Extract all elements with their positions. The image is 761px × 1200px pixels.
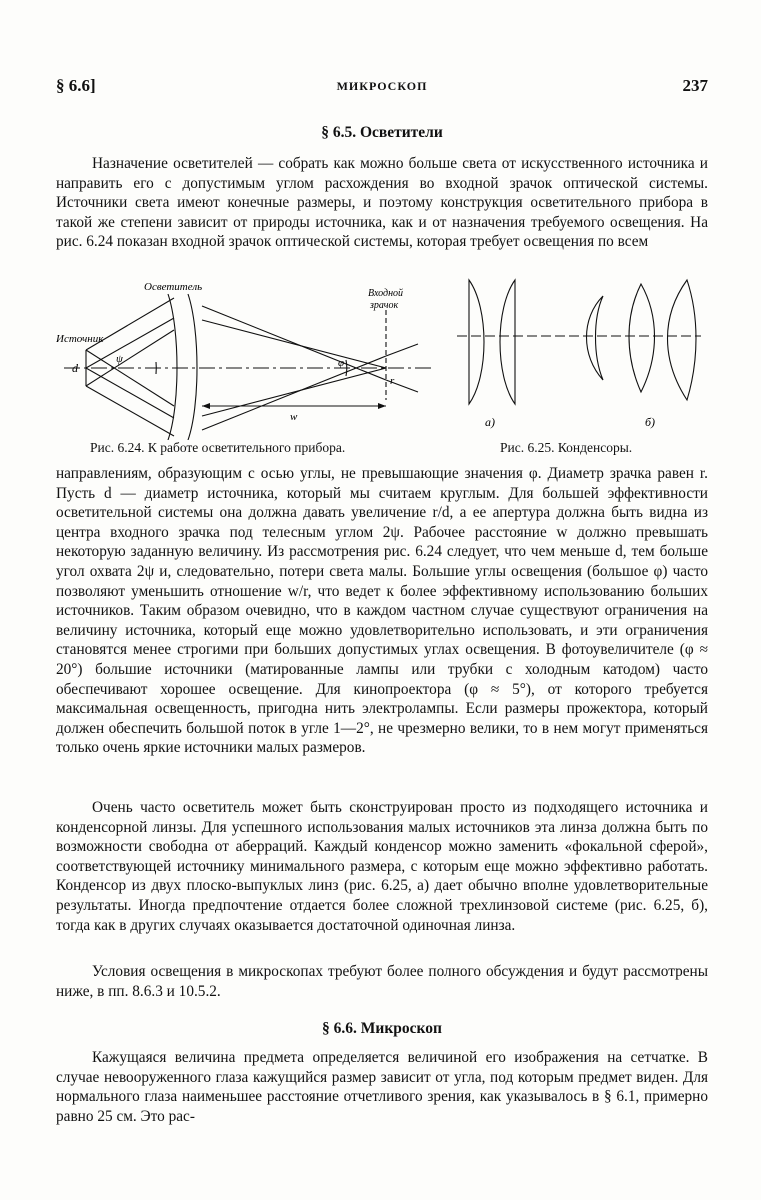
label-w: w [290, 411, 298, 423]
paragraph-1 [56, 464, 708, 798]
intro-paragraph [56, 154, 708, 272]
label-illuminator: Осветитель [144, 281, 203, 293]
paragraph-3-text: Условия освещения в микроскопах требуют более полного обсуждения и будут рассмотрены ниже, в пп. 8.6.3 и 10.5.2. [56, 963, 708, 1000]
caption-6-25: Рис. 6.25. Конденсоры. [500, 440, 633, 455]
section-title-6-5: § 6.5. Осветители [321, 124, 443, 141]
paragraph-microscope [56, 1048, 708, 1128]
paragraph-2-text: Очень часто осветитель может быть сконструирован просто из подходящего источника и конденсорной линзы. Для успешного использования малых источников эта линза должна быть по возможности свободна от аберраций. Каждый конденсор можно заменить «фокальной сферой», соответствующей источнику минимального размера, с которым еще можно эффективно работать. Конденсор из двух плоско-выпуклых линз (рис. 6.25, а) дает обычно вполне удовлетворительные результаты. Иногда предпочтение отдается более сложной трехлинзовой системе (рис. 6.25, б), тогда как в других случаях оказывается достаточной одиночная линза. [56, 799, 708, 934]
label-source: Источник [56, 333, 104, 345]
illuminator-diagram [56, 280, 436, 440]
header-section-ref: § 6.6] [56, 76, 96, 95]
label-d: d [72, 361, 78, 375]
paragraph-1-text: направлениям, образующим с осью углы, не превышающие значения φ. Диаметр зрачка равен r. Пусть d — диаметр источника, который мы считаем круглым. Для большей эффективности осветительной системы она должна давать увеличение r/d, а ее апертура должна быть видна из центра входного зрачка под телесным углом 2ψ. Рабочее расстояние w должно превышать некоторую заданную величину. Из рассмотрения рис. 6.24 следует, что чем меньше d, тем больше угол охвата 2ψ и, следовательно, потери света малы. Большие углы освещения (большое φ) часто позволяют уменьшить отношение w/r, что ведет к более эффективному использованию больших источников. Таким образом очевидно, что в каждом частном случае существуют ограничения на величину источника, который еще можно удовлетворительно использовать, и эти ограничения становятся менее строгими при больших допустимых углах освещения. В фотоувеличителе (φ ≈ 20°) большие источники (матированные лампы или трубки с холодным катодом) часто обеспечивают хорошее освещение. Для кинопроектора (φ ≈ 5°), от которого требуется максимальная освещенность, пригодна нить электролампы. Если размеры прожектора, который должен обеспечить большой поток в угле 1—2°, не чрезмерно велики, то в нем могут применяться только очень яркие источники малых размеров. [56, 465, 708, 757]
label-psi: ψ [116, 353, 123, 365]
figure-6-24 [56, 280, 436, 440]
running-header [56, 76, 708, 100]
page-number: 237 [682, 76, 708, 95]
paragraph-3 [56, 962, 708, 1002]
condensers-diagram [455, 276, 705, 436]
section-title-6-6: § 6.6. Микроскоп [322, 1020, 442, 1037]
figure-6-25 [455, 276, 705, 436]
label-b: б) [645, 415, 656, 429]
intro-text: Назначение осветителей — собрать как можно больше света от искусственного источника и направить его с допустимым углом расхождения во входной зрачок оптической системы. Источники света имеют конечные размеры, и поэтому конструкция осветительного прибора в такой же степени зависит от природы источника, как и от назначения требуемого освещения. На рис. 6.24 показан входной зрачок оптической системы, которая требует освещения по всем [56, 155, 708, 251]
paragraph-2 [56, 798, 708, 976]
header-running-title: МИКРОСКОП [336, 79, 428, 93]
label-pupil-2: зрачок [370, 300, 399, 311]
label-a: а) [485, 415, 495, 429]
label-pupil-1: Входной [368, 288, 404, 299]
paragraph-microscope-text: Кажущаяся величина предмета определяется величиной его изображения на сетчатке. В случае невооруженного глаза кажущийся размер зависит от угла, под которым предмет виден. Для нормального глаза наименьшее расстояние отчетливого зрения, как указывалось в § 6.1, примерно равно 25 см. Это рас- [56, 1049, 708, 1125]
caption-6-24: Рис. 6.24. К работе осветительного прибора. [90, 440, 346, 455]
label-r: r [390, 375, 395, 387]
label-phi: φ [338, 357, 345, 369]
